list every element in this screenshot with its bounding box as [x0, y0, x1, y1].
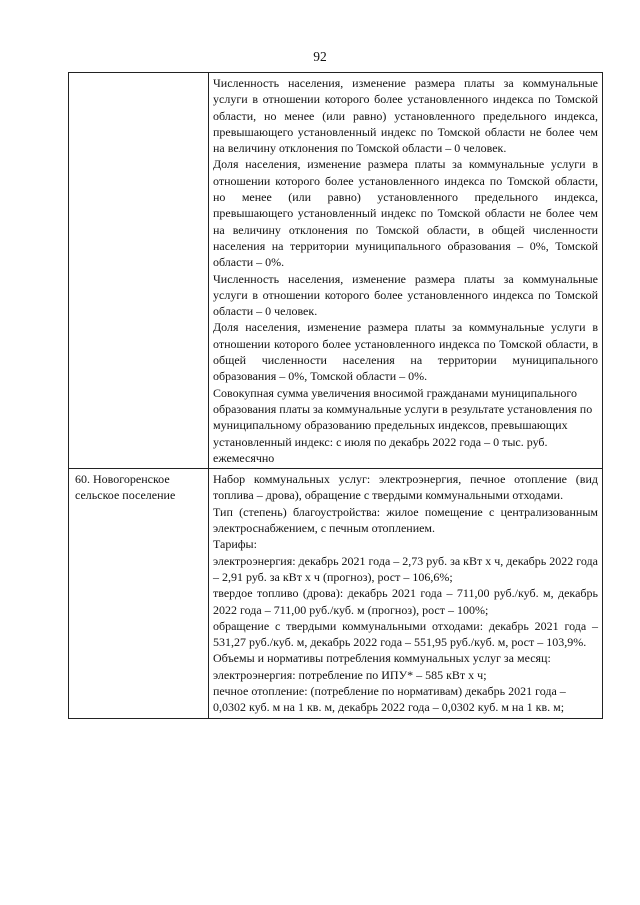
paragraph: Тарифы:	[213, 537, 257, 552]
paragraph: Доля населения, изменение размера платы за коммунальные услуги в отношении которого более установленного индекса по Томской области, но менее (или равно) установленного предельного индекса, превышающего установленный индекс по Томской области не более чем на величину отклонения по Томской области, в общей численности населения на территории муниципального образования – 0%, Томской области – 0%.	[213, 157, 598, 270]
municipality-name: 60. Новогоренское сельское поселение	[75, 472, 176, 503]
paragraph: обращение с твердыми коммунальными отходами: декабрь 2021 года – 531,27 руб./куб. м, декабрь 2022 года – 551,95 руб./куб. м, рост – 103,9%.	[213, 618, 598, 650]
paragraph: Набор коммунальных услуг: электроэнергия, печное отопление (вид топлива – дрова), обращение с твердыми коммунальными отходами.	[213, 472, 598, 503]
paragraph: Тип (степень) благоустройства: жилое помещение с централизованным электроснабжением, с печным отоплением.	[213, 504, 598, 536]
table-cell-description	[209, 73, 603, 469]
paragraph: Совокупная сумма увеличения вносимой гражданами муниципального образования платы за коммунальные услуги в результате установления по муниципальному образованию предельных индексов, превышающих установленный индекс: с июля по декабрь 2022 года – 0 тыс. руб. ежемесячно	[213, 385, 593, 465]
paragraph: печное отопление: (потребление по нормативам) декабрь 2021 года – 0,0302 куб. м на 1 кв. м, декабрь 2022 года – 0,0302 куб. м на 1 кв. м;	[213, 683, 566, 715]
paragraph: электроэнергия: декабрь 2021 года – 2,73 руб. за кВт х ч, декабрь 2022 года – 2,91 руб. за кВт х ч (прогноз), рост – 106,6%;	[213, 553, 598, 584]
paragraph: твердое топливо (дрова): декабрь 2021 года – 711,00 руб./куб. м, декабрь 2022 года – 711,00 руб./куб. м (прогноз), рост – 100%;	[213, 586, 598, 617]
table-row	[69, 469, 603, 718]
table-cell-municipality	[69, 469, 209, 718]
paragraph: Объемы и нормативы потребления коммунальных услуг за месяц:	[213, 651, 551, 666]
paragraph: Численность населения, изменение размера платы за коммунальные услуги в отношении которого более установленного индекса по Томской области, но менее (или равно) установленного предельного индекса, превышающего установленный индекс по Томской области не более чем на величину отклонения по Томской области – 0 человек.	[213, 76, 598, 156]
document-table	[68, 72, 603, 719]
paragraph: электроэнергия: потребление по ИПУ* – 585 кВт х ч;	[213, 667, 487, 682]
municipality-name	[69, 73, 208, 75]
paragraph: Доля населения, изменение размера платы за коммунальные услуги в отношении которого более установленного индекса по Томской области, в общей численности населения на территории муниципального образования – 0%, Томской области – 0%.	[213, 320, 598, 384]
table-row	[69, 73, 603, 469]
paragraph: Численность населения, изменение размера платы за коммунальные услуги в отношении которого более установленного индекса по Томской области – 0 человек.	[213, 271, 598, 319]
table-cell-description	[209, 469, 603, 718]
page-number: 92	[313, 49, 327, 64]
table-cell-municipality	[69, 73, 209, 469]
